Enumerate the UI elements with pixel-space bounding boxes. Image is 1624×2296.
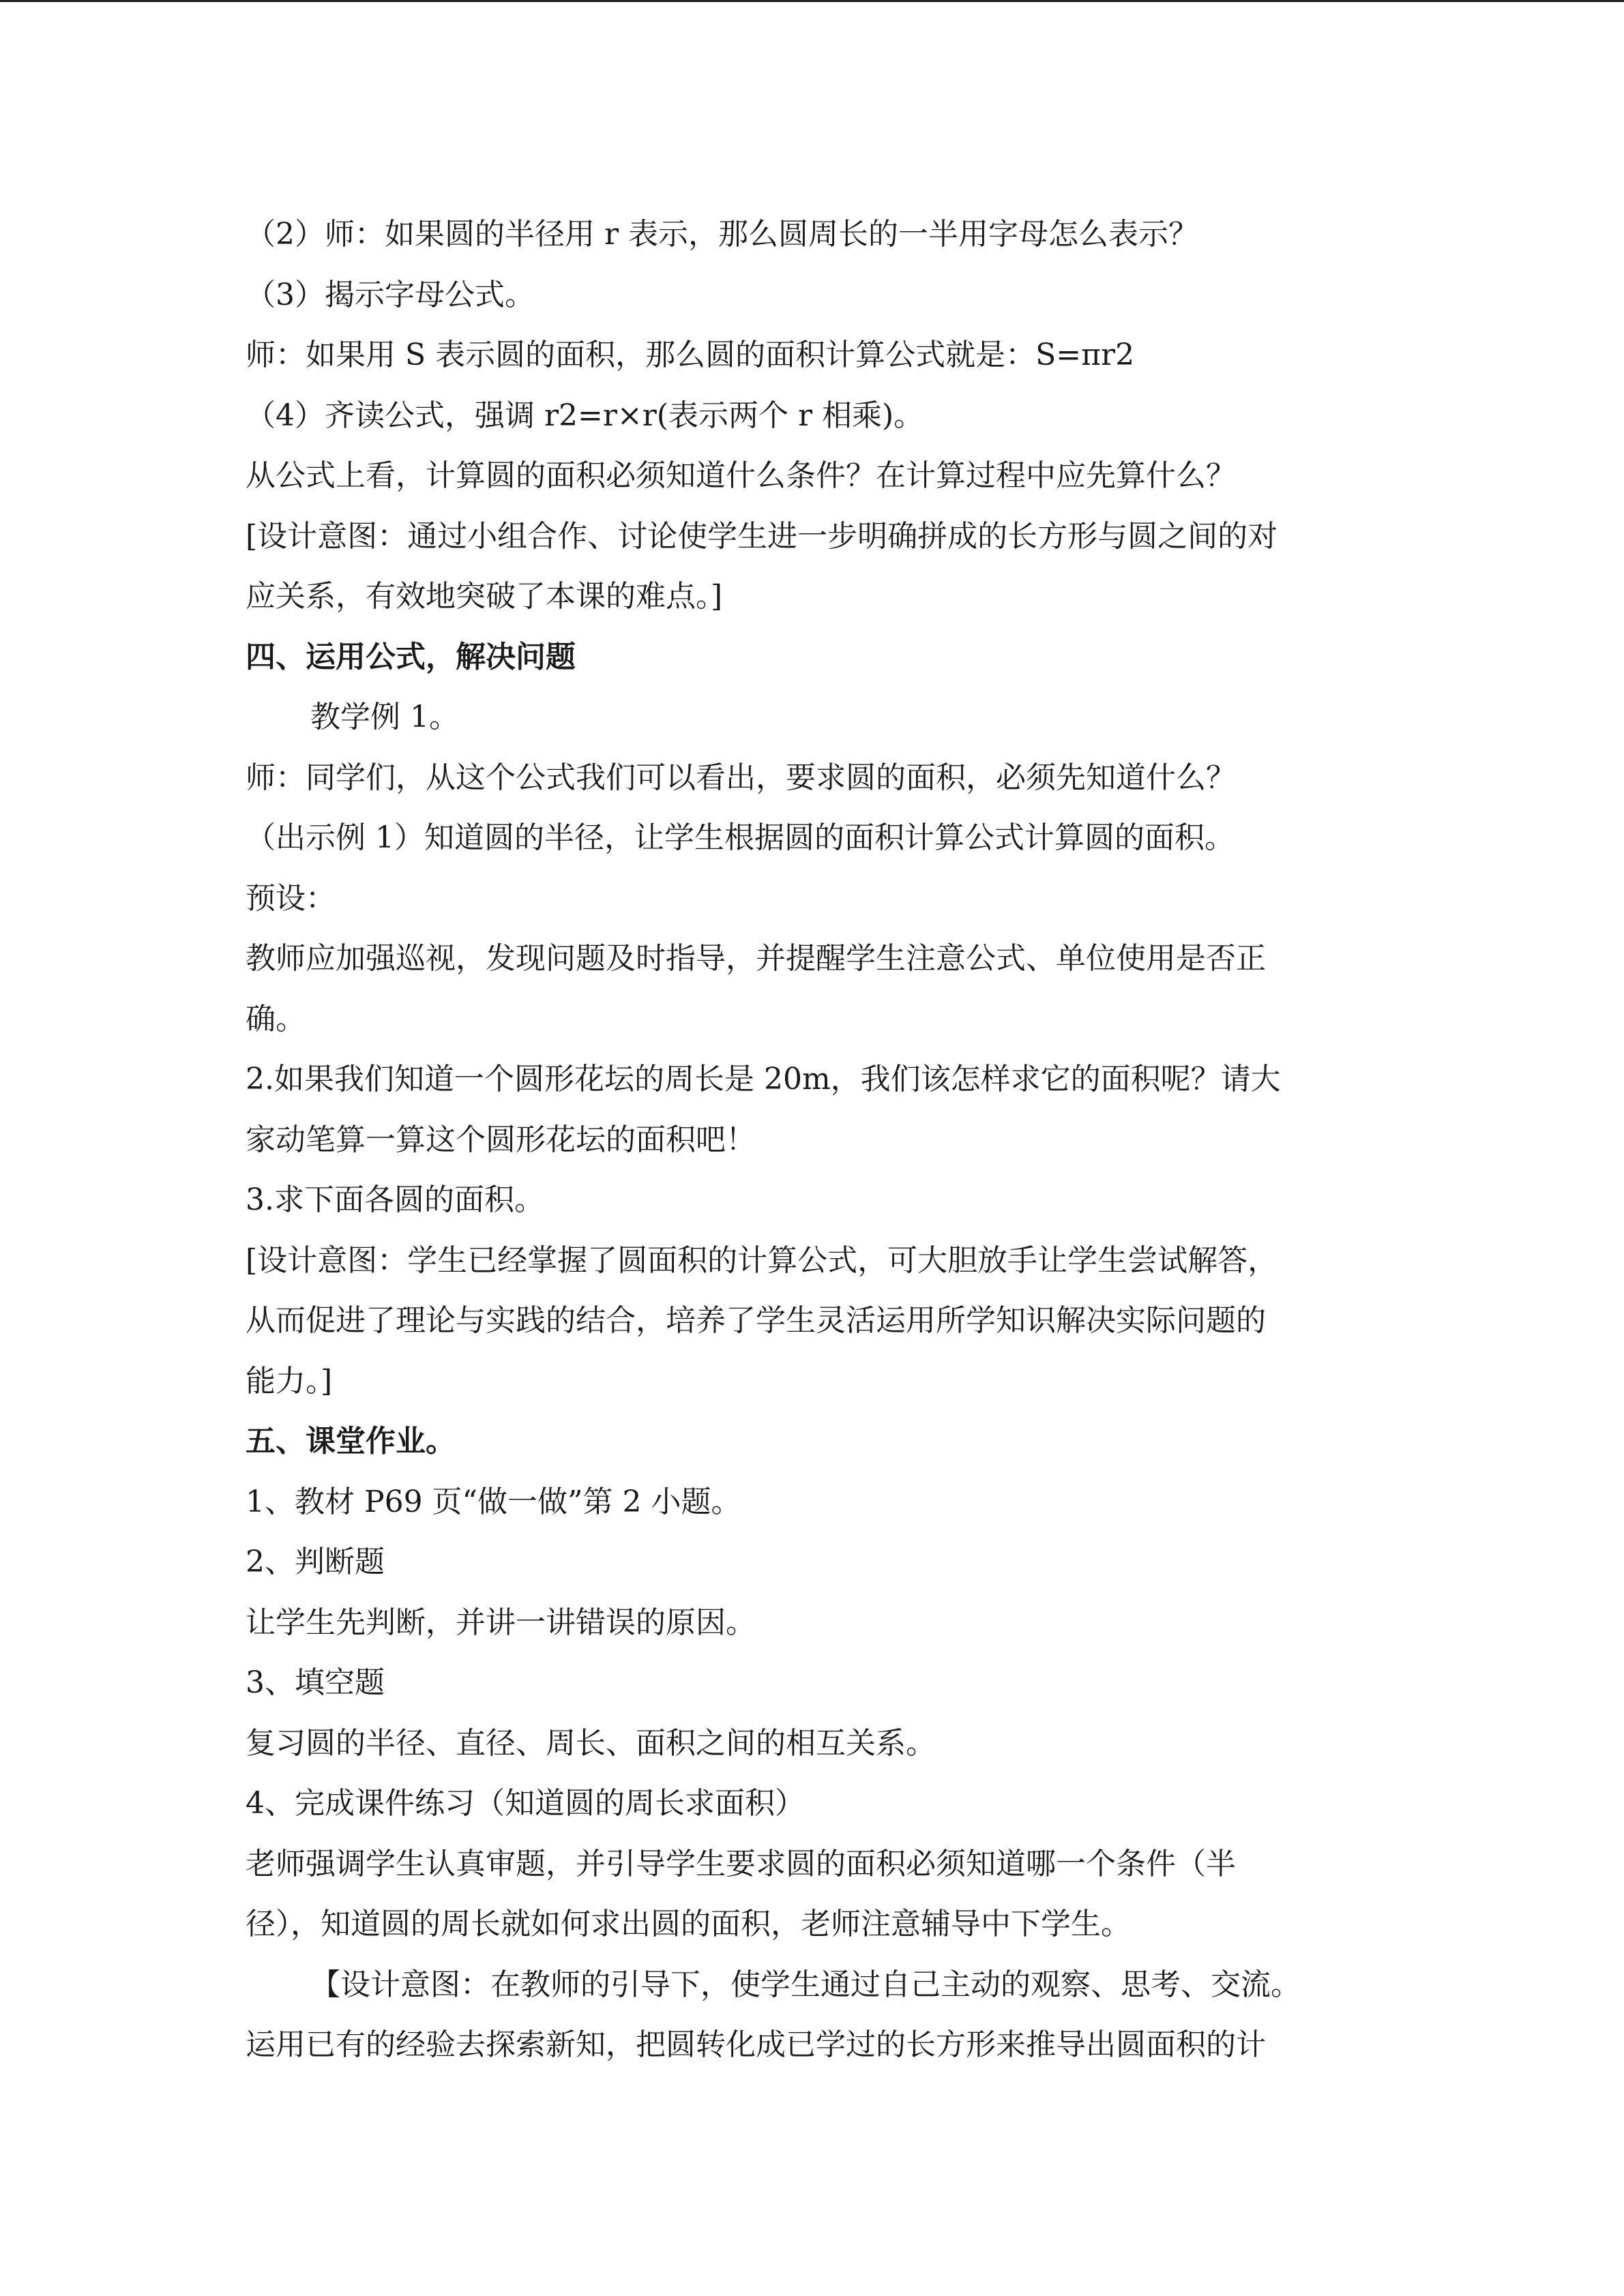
text-line: 2.如果我们知道一个圆形花坛的周长是 20m，我们该怎样求它的面积呢？请大 xyxy=(246,1062,1281,1097)
text-line: 3.求下面各圆的面积。 xyxy=(246,1182,544,1217)
text-line: 教学例 1。 xyxy=(310,700,459,734)
text-line: 确。 xyxy=(246,1001,306,1037)
text-line: 2、判断题 xyxy=(246,1545,385,1579)
page-top-border xyxy=(0,0,1624,2)
design-intent-note: 运用已有的经验去探索新知，把圆转化成已学过的长方形来推导出圆面积的计 xyxy=(246,2027,1266,2062)
text-line: 4、完成课件练习（知道圆的周长求面积） xyxy=(246,1786,805,1821)
design-intent-note: [设计意图：通过小组合作、讨论使学生进一步明确拼成的长方形与圆之间的对 xyxy=(246,518,1278,554)
text-line: 预设： xyxy=(246,880,336,916)
text-line: 教师应加强巡视，发现问题及时指导，并提醒学生注意公式、单位使用是否正 xyxy=(246,941,1266,976)
text-line: （出示例 1）知道圆的半径，让学生根据圆的面积计算公式计算圆的面积。 xyxy=(246,820,1235,855)
text-line: 复习圆的半径、直径、周长、面积之间的相互关系。 xyxy=(246,1725,936,1761)
text-line: 1、教材 P69 页“做一做”第 2 小题。 xyxy=(246,1484,741,1519)
text-line: 家动笔算一算这个圆形花坛的面积吧！ xyxy=(246,1122,756,1157)
design-intent-note: 从而促进了理论与实践的结合，培养了学生灵活运用所学知识解决实际问题的 xyxy=(246,1303,1266,1338)
text-line: 师：同学们，从这个公式我们可以看出，要求圆的面积，必须先知道什么？ xyxy=(246,760,1236,795)
text-line: （4）齐读公式，强调 r2=r×r(表示两个 r 相乘)。 xyxy=(246,398,924,433)
text-line: 老师强调学生认真审题，并引导学生要求圆的面积必须知道哪一个条件（半 xyxy=(246,1846,1236,1881)
text-line: 让学生先判断，并讲一讲错误的原因。 xyxy=(246,1605,756,1640)
section-heading: 四、运用公式，解决问题 xyxy=(246,639,576,674)
section-heading: 五、课堂作业。 xyxy=(246,1424,456,1459)
text-line: 从公式上看，计算圆的面积必须知道什么条件？在计算过程中应先算什么？ xyxy=(246,458,1236,493)
text-line: 径），知道圆的周长就如何求出圆的面积，老师注意辅导中下学生。 xyxy=(246,1907,1131,1941)
design-intent-note: [设计意图：学生已经掌握了圆面积的计算公式，可大胆放手让学生尝试解答， xyxy=(246,1242,1278,1278)
design-intent-note: 【设计意图：在教师的引导下，使学生通过自己主动的观察、思考、交流。 xyxy=(310,1967,1301,2002)
design-intent-note: 应关系，有效地突破了本课的难点。] xyxy=(246,579,723,614)
text-line: （2）师：如果圆的半径用 r 表示，那么圆周长的一半用字母怎么表示？ xyxy=(246,217,1198,252)
text-line: 师：如果用 S 表示圆的面积，那么圆的面积计算公式就是：S=πr2 xyxy=(246,338,1135,372)
text-line: （3）揭示字母公式。 xyxy=(246,277,535,312)
design-intent-note: 能力。] xyxy=(246,1363,333,1399)
text-line: 3、填空题 xyxy=(246,1665,385,1700)
document-page xyxy=(246,205,1391,2076)
